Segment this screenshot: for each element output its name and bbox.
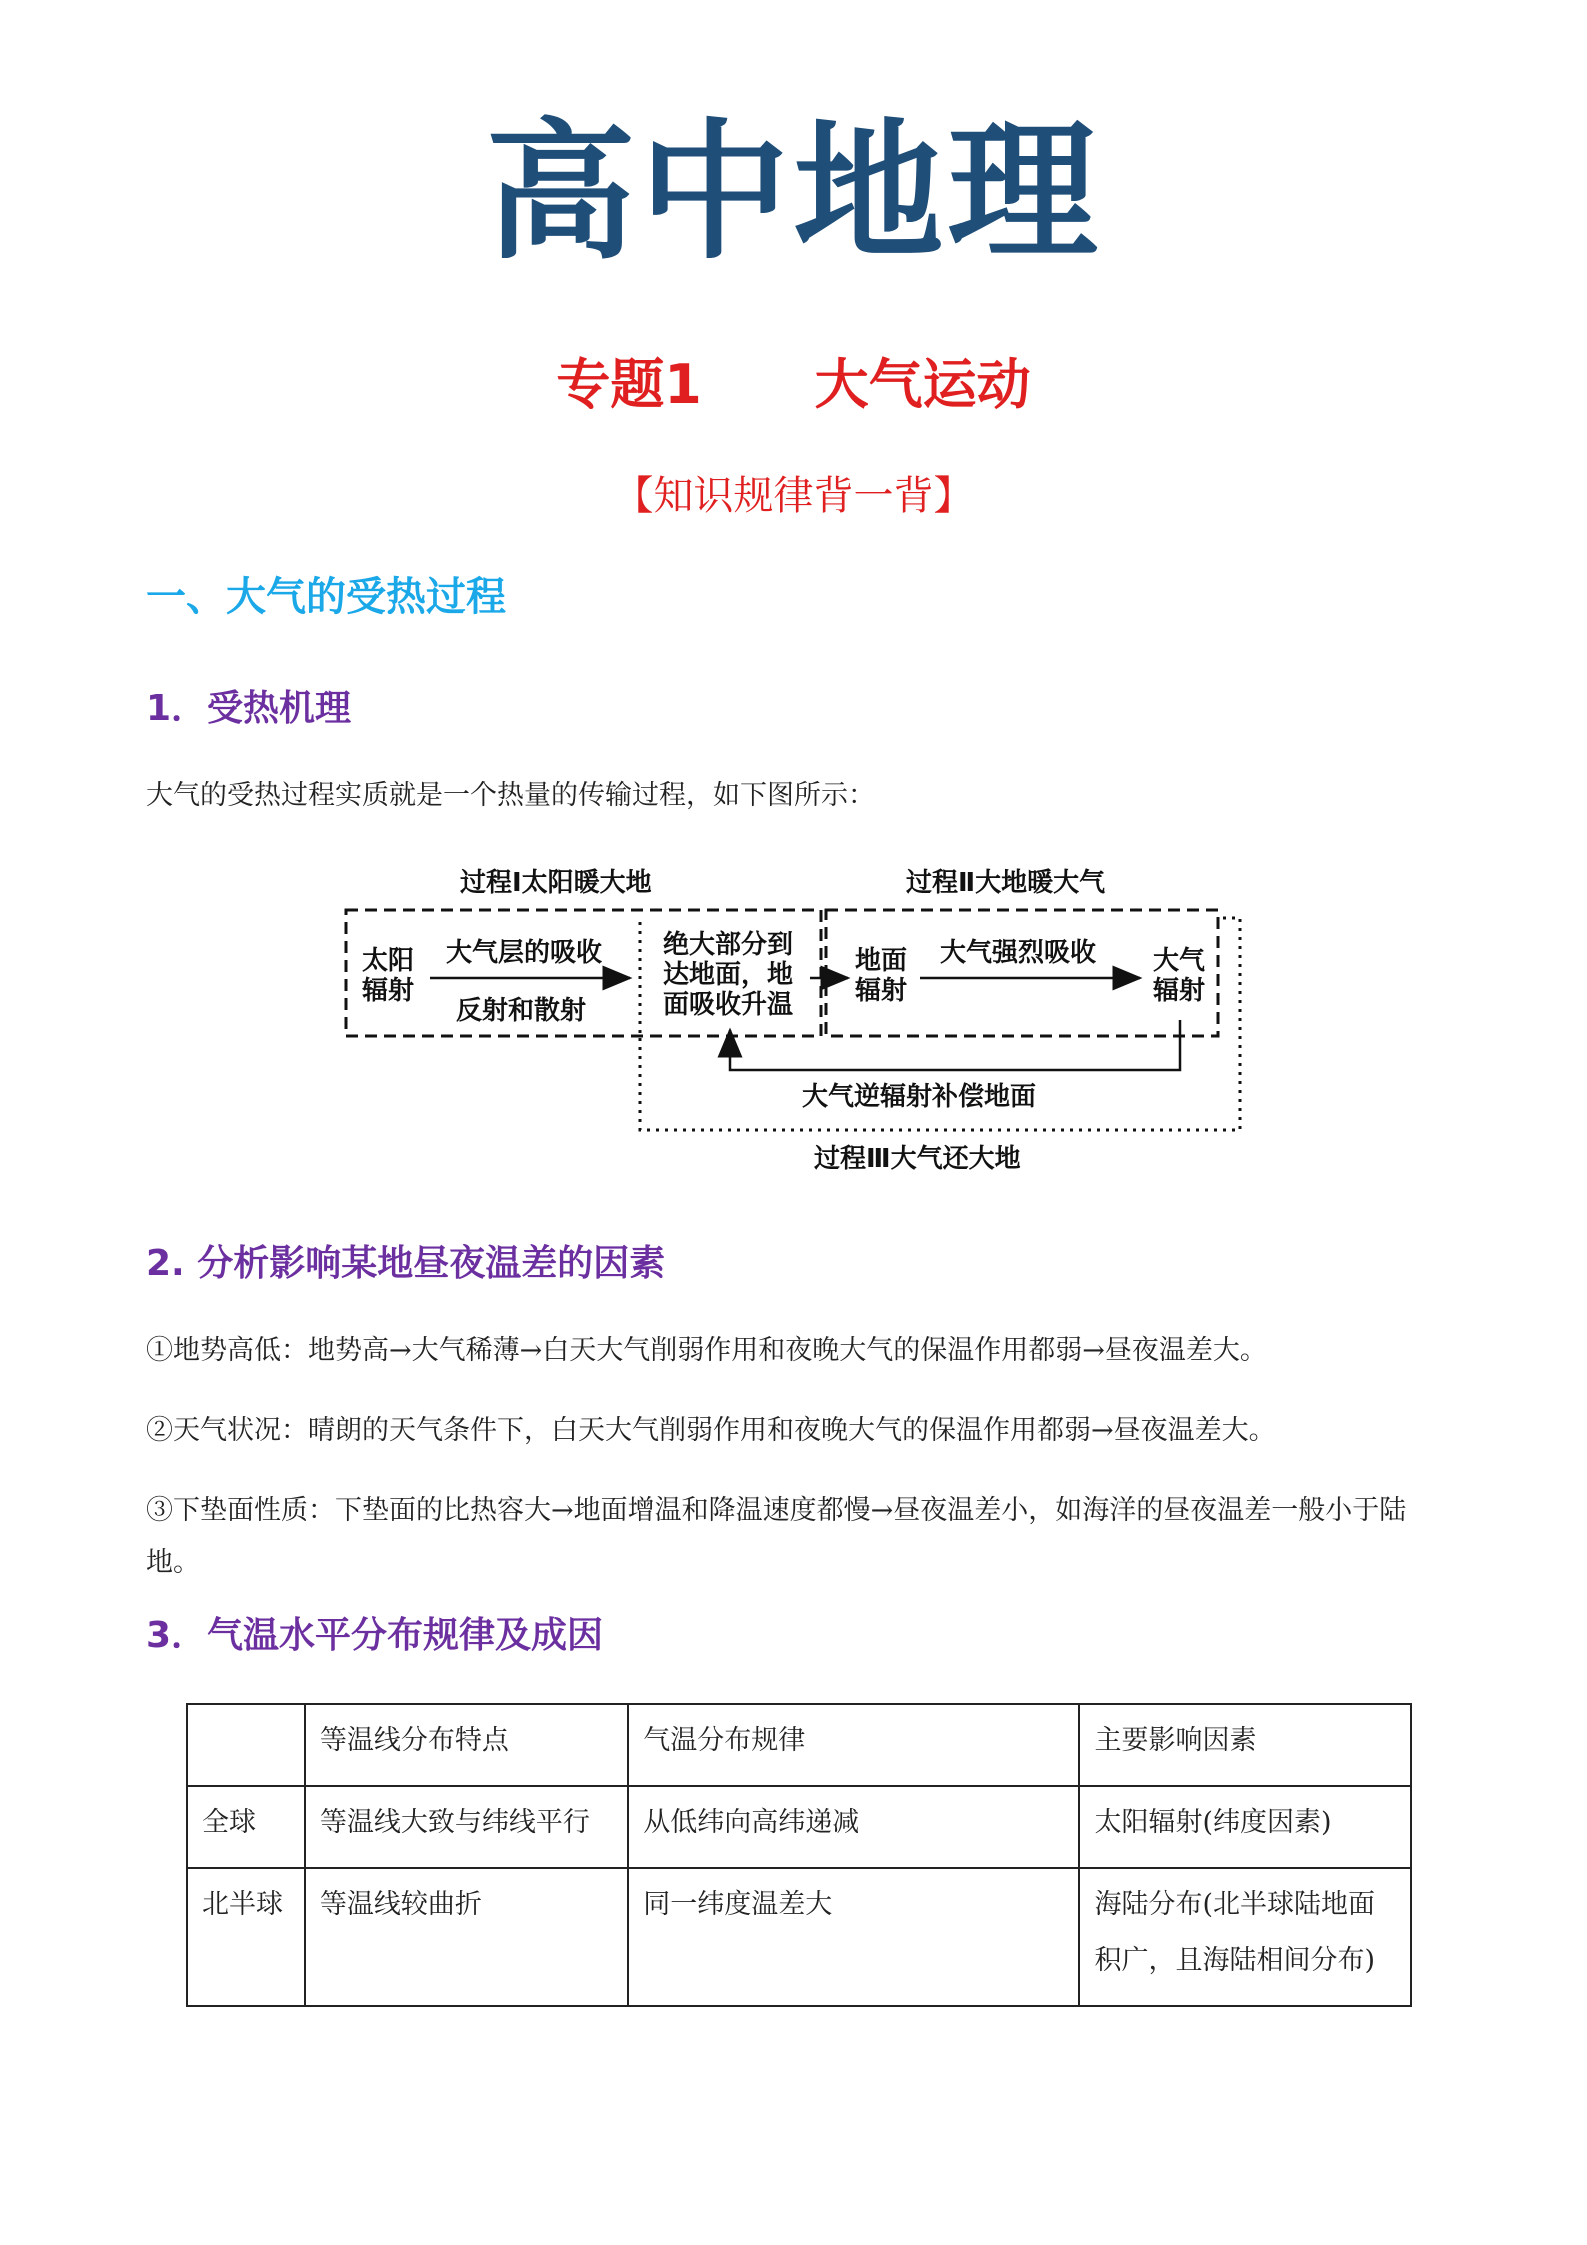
main-title: 高中地理 xyxy=(485,106,1102,280)
table-header-cell: 气温分布规律 xyxy=(628,1704,1079,1786)
table-row xyxy=(187,1786,1411,1868)
table-cell: 同一纬度温差大 xyxy=(628,1868,1079,2006)
table-cell: 从低纬向高纬递减 xyxy=(628,1786,1079,1868)
sun-radiation-label: 太阳 辐射 xyxy=(361,946,414,1006)
table-header-cell: 主要影响因素 xyxy=(1079,1704,1411,1786)
arrow1-bottom-label: 反射和散射 xyxy=(456,996,587,1026)
factor-item-3: ③下垫面性质：下垫面的比热容大→地面增温和降温速度都慢→昼夜温差小，如海洋的昼夜温差一般小于陆地。 xyxy=(146,1495,1407,1578)
process2-title: 过程Ⅱ大地暖大气 xyxy=(906,868,1106,898)
process1-title: 过程Ⅰ太阳暖大地 xyxy=(460,868,652,898)
subheading-temperature-distribution: 3．气温水平分布规律及成因 xyxy=(146,1615,604,1656)
heating-process-diagram xyxy=(340,860,1260,1180)
table-cell: 海陆分布(北半球陆地面积广，且海陆相间分布) xyxy=(1079,1868,1411,2006)
table-cell: 太阳辐射(纬度因素) xyxy=(1079,1786,1411,1868)
section-heading-heating-process: 一、大气的受热过程 xyxy=(146,574,506,620)
intro-paragraph: 大气的受热过程实质就是一个热量的传输过程，如下图所示： xyxy=(146,780,875,811)
ground-reach-label: 绝大部分到 达地面，地 面吸收升温 xyxy=(662,930,793,1020)
process3-title: 过程Ⅲ大气还大地 xyxy=(814,1144,1021,1174)
factor-item-2: ②天气状况：晴朗的天气条件下，白天大气削弱作用和夜晚大气的保温作用都弱→昼夜温差大。 xyxy=(146,1415,1276,1446)
table-cell: 等温线较曲折 xyxy=(305,1868,628,2006)
counter-radiation-label: 大气逆辐射补偿地面 xyxy=(802,1082,1037,1112)
subheading-diurnal-factors: 2. 分析影响某地昼夜温差的因素 xyxy=(146,1243,666,1284)
table-header-row xyxy=(187,1704,1411,1786)
table-row xyxy=(187,1868,1411,2006)
atmos-radiation-label: 大气 辐射 xyxy=(1152,946,1205,1006)
table-header-cell: 等温线分布特点 xyxy=(305,1704,628,1786)
arrow-counter-radiation xyxy=(730,1020,1180,1070)
arrow2-top-label: 大气强烈吸收 xyxy=(940,938,1097,968)
factor-item-1: ①地势高低：地势高→大气稀薄→白天大气削弱作用和夜晚大气的保温作用都弱→昼夜温差大。 xyxy=(146,1335,1267,1366)
table-cell: 全球 xyxy=(187,1786,305,1868)
topic-title: 专题1 大气运动 xyxy=(556,353,1031,416)
table-header-cell xyxy=(187,1704,305,1786)
table-cell: 等温线大致与纬线平行 xyxy=(305,1786,628,1868)
temperature-distribution-table xyxy=(186,1703,1412,2007)
knowledge-banner: 【知识规律背一背】 xyxy=(613,473,974,519)
arrow1-top-label: 大气层的吸收 xyxy=(446,938,603,968)
table-cell: 北半球 xyxy=(187,1868,305,2006)
subheading-heating-mechanism: 1．受热机理 xyxy=(146,688,352,729)
ground-radiation-label: 地面 辐射 xyxy=(854,946,907,1006)
